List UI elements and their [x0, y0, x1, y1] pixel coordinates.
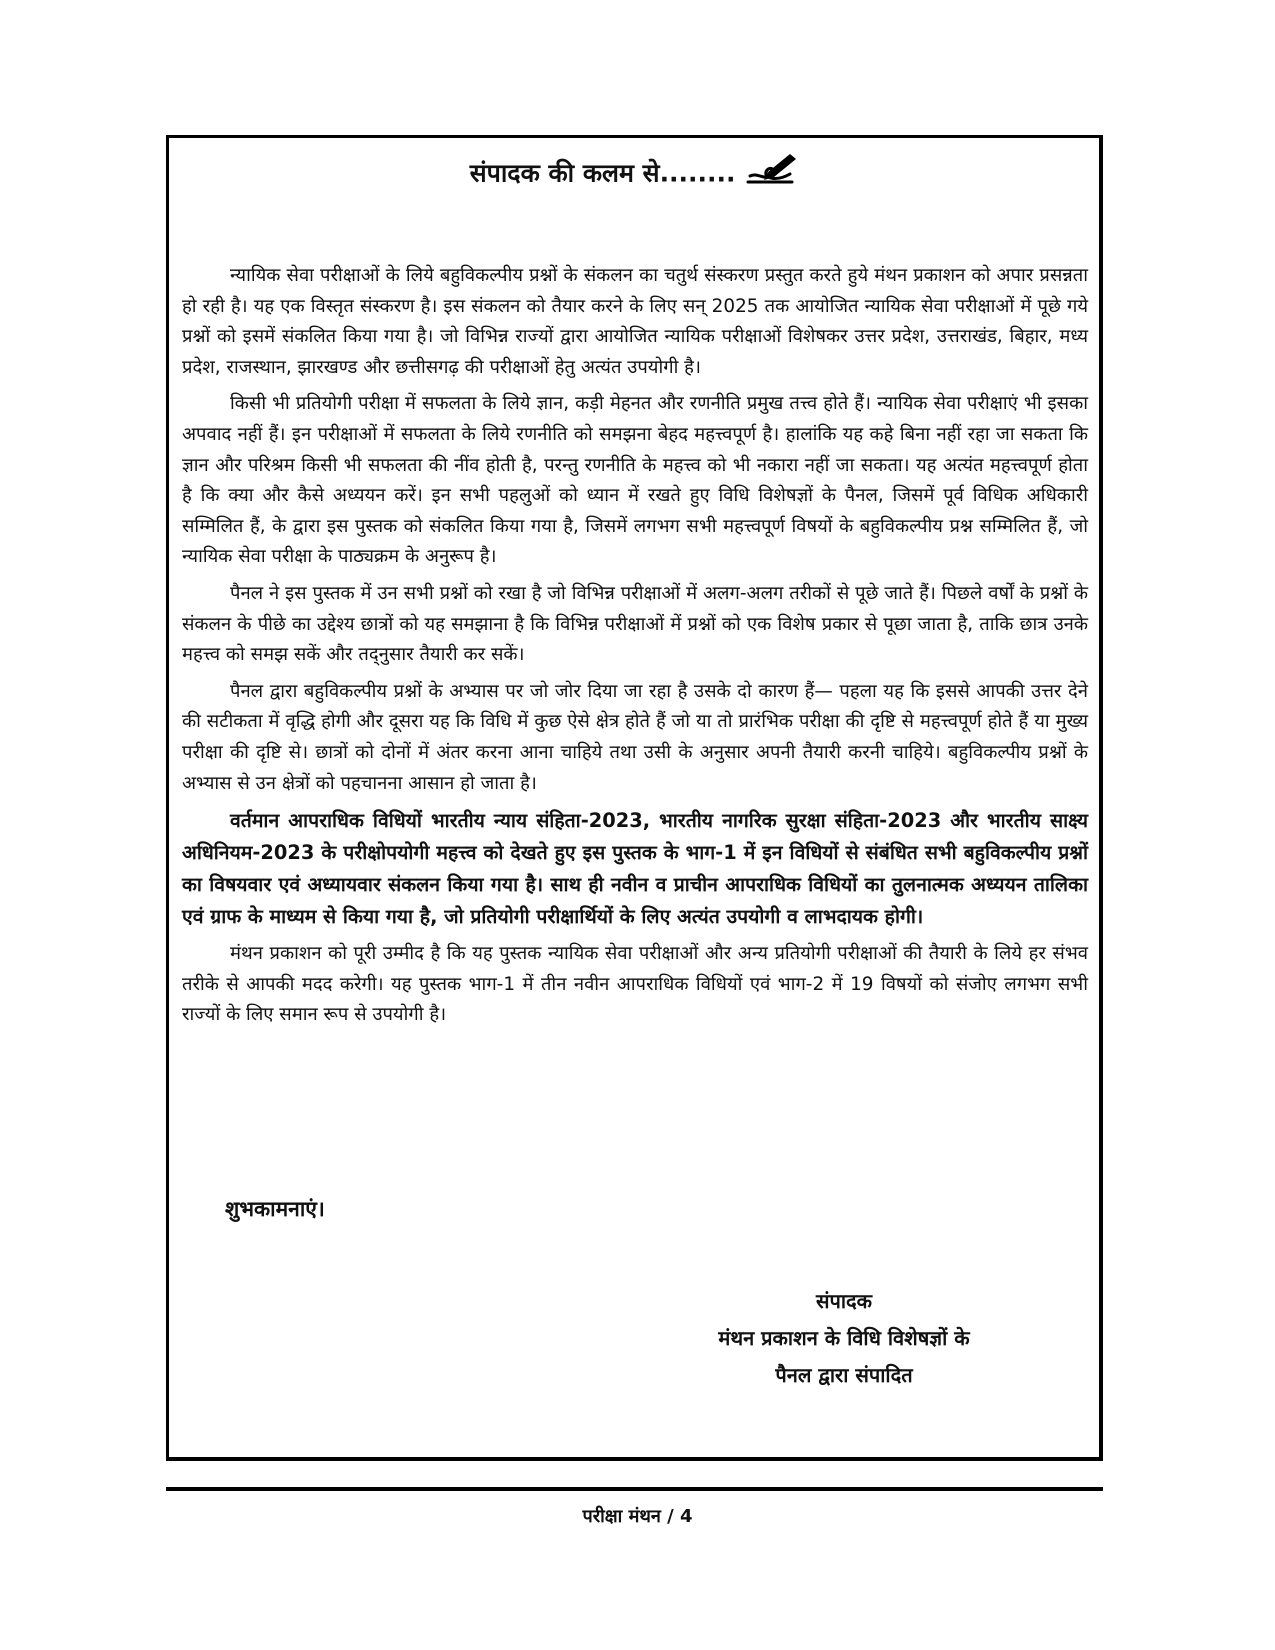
paragraph-4: पैनल द्वारा बहुविकल्पीय प्रश्नों के अभ्यास पर जो जोर दिया जा रहा है उसके दो कारण हैं— पहला यह कि इससे आपकी उत्तर देने की सटीकता में वृद्धि होगी और दूसरा यह कि विधि में कुछ ऐसे क्षेत्र होते हैं जो या तो प्रारंभिक परीक्षा की दृष्टि से महत्त्वपूर्ण होते हैं या मुख्य परीक्षा की दृष्टि से। छात्रों को दोनों में अंतर करना आना चाहिये तथा उसी के अनुसार अपनी तैयारी करनी चाहिये। बहुविकल्पीय प्रश्नों के अभ्यास से उन क्षेत्रों को पहचानना आसान हो जाता है।: [182, 680, 1088, 794]
greeting: शुभकामनाएं।: [225, 1197, 325, 1221]
signature-line-2: मंथन प्रकाशन के विधि विशेषज्ञों के: [718, 1326, 970, 1350]
signature-line-3: पैनल द्वारा संपादित: [775, 1363, 913, 1387]
heading-title: संपादक की कलम से: [469, 158, 660, 188]
signature-line-1: संपादक: [815, 1289, 873, 1313]
paragraph-6: मंथन प्रकाशन को पूरी उम्मीद है कि यह पुस्तक न्यायिक सेवा परीक्षाओं और अन्य प्रतियोगी परीक्षाओं की तैयारी के लिये हर संभव तरीके से आपकी मदद करेगी। यह पुस्तक भाग-1 में तीन नवीन आपराधिक विधियों एवं भाग-2 में 19 विषयों को संजोए लगभग सभी राज्यों के लिए समान रूप से उपयोगी है।: [182, 943, 1088, 1026]
paragraph-1: न्यायिक सेवा परीक्षाओं के लिये बहुविकल्पीय प्रश्नों के संकलन का चतुर्थ संस्करण प्रस्तुत करते हुये मंथन प्रकाशन को अपार प्रसन्नता हो रही है। यह एक विस्तृत संस्करण है। इस संकलन को तैयार करने के लिए सन् 2025 तक आयोजित न्यायिक सेवा परीक्षाओं में पूछे गये प्रश्नों को इसमें संकलित किया गया है। जो विभिन्न राज्यों द्वारा आयोजित न्यायिक परीक्षाओं विशेषकर उत्तर प्रदेश, उत्तराखंड, बिहार, मध्य प्रदेश, राजस्थान, झारखण्ड और छत्तीसगढ़ की परीक्षाओं हेतु अत्यंत उपयोगी है।: [182, 265, 1088, 378]
paragraph-3: पैनल ने इस पुस्तक में उन सभी प्रश्नों को रखा है जो विभिन्न परीक्षाओं में अलग-अलग तरीकों से पूछे जाते हैं। पिछले वर्षों के प्रश्नों के संकलन के पीछे का उद्देश्य छात्रों को यह समझाना है कि विभिन्न परीक्षाओं में प्रश्नों को एक विशेष प्रकार से पूछा जाता है, ताकि छात्र उनके महत्त्व को समझ सकें और तद्नुसार तैयारी कर सकें।: [182, 582, 1088, 666]
page-heading: [169, 152, 1099, 197]
editorial-body: [182, 261, 1088, 1037]
signature-block: [649, 1283, 1039, 1394]
paragraph-2: किसी भी प्रतियोगी परीक्षा में सफलता के लिये ज्ञान, कड़ी मेहनत और रणनीति प्रमुख तत्त्व होते हैं। न्यायिक सेवा परीक्षाएं भी इसका अपवाद नहीं हैं। इन परीक्षाओं में सफलता के लिये रणनीति को समझना बेहद महत्त्वपूर्ण है। हालांकि यह कहे बिना नहीं रहा जा सकता कि ज्ञान और परिश्रम किसी भी सफलता की नींव होती है, परन्तु रणनीति के महत्त्व को भी नकारा नहीं जा सकता। यह अत्यंत महत्त्वपूर्ण होता है कि क्या और कैसे अध्ययन करें। इन सभी पहलुओं को ध्यान में रखते हुए विधि विशेषज्ञों के पैनल, जिसमें पूर्व विधिक अधिकारी सम्मिलित हैं, के द्वारा इस पुस्तक को संकलित किया गया है, जिसमें लगभग सभी महत्त्वपूर्ण विषयों के बहुविकल्पीय प्रश्न सम्मिलित हैं, जो न्यायिक सेवा परीक्षा के पाठ्यक्रम के अनुरूप है।: [182, 393, 1088, 568]
heading-dots: ........: [659, 158, 736, 188]
page-footer: परीक्षा मंथन / 4: [582, 1506, 693, 1527]
paragraph-5-bold: वर्तमान आपराधिक विधियों भारतीय न्याय संहिता-2023, भारतीय नागरिक सुरक्षा संहिता-2023 और भारतीय साक्ष्य अधिनियम-2023 के परीक्षोपयोगी महत्त्व को देखते हुए इस पुस्तक के भाग-1 में इन विधियों से संबंधित सभी बहुविकल्पीय प्रश्नों का विषयवार एवं अध्यायवार संकलन किया गया है। साथ ही नवीन व प्राचीन आपराधिक विधियों का तुलनात्मक अध्ययन तालिका एवं ग्राफ के माध्यम से किया गया है, जो प्रतियोगी परीक्षार्थियों के लिए अत्यंत उपयोगी व लाभदायक होगी।: [182, 809, 1088, 929]
pen-writing-icon: [746, 152, 798, 197]
editorial-frame: [166, 135, 1103, 1461]
footer-rule: [166, 1487, 1103, 1491]
